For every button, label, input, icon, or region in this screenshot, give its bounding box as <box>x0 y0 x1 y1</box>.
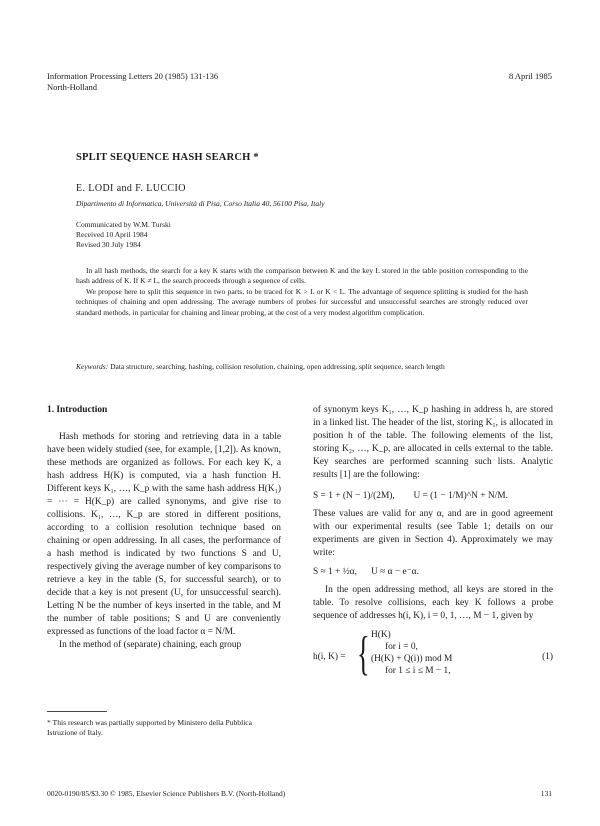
left-brace: { <box>357 627 370 680</box>
case-1-expr: H(K) <box>371 630 391 640</box>
equation-1-lhs: h(i, K) = <box>313 652 346 662</box>
submission-dates <box>76 220 171 250</box>
abstract-paragraph: We propose here to split this sequence in two parts, to be traced for K > L or K < L. The advantage of sequence splitting is studied for the hash techniques of chaining and open addressing. The average numbers of probes for successful and unsuccessful searches are strongly reduced over standard methods, in particular for chaining and linear probing, at the cost of a very modest algorithm complication. <box>76 286 528 317</box>
left-column <box>47 404 281 652</box>
approximation-paragraph: These values are valid for any α, and are in good agreement with our experimental results (see Table 1; details on our experiments are given in Section 4). Approximately we may write: <box>313 509 553 558</box>
open-addressing-paragraph: In the open addressing method, all keys are stored in the table. To resolve collisions, each key K follows a probe sequence of addresses h(i, K), i = 0, 1, …, M − 1, given by <box>313 585 553 621</box>
equation-number: (1) <box>542 652 553 662</box>
chaining-paragraph: of synonym keys K₁, …, K_p hashing in address h, are stored in a linked list. The header of the list, storing K₁, is allocated in position h of the table. The following elements of the list, storing K₂, …, K_p, are allocated in cells external to the table. Key searches are performed scanning such lists. Analytic results [1] are the following: <box>313 405 553 480</box>
affiliation: Dipartimento di Informatica, Università di Pisa, Corso Italia 40, 56100 Pisa, Italy <box>76 199 325 208</box>
footnote: * This research was partially supported by Ministero della Pubblica Istruzione of Italy. <box>47 718 253 737</box>
keywords-list: Data structure, searching, hashing, collision resolution, chaining, open addressing, split sequence, search length <box>110 362 445 371</box>
journal-citation: Information Processing Letters 20 (1985) 131-136 <box>47 71 219 81</box>
journal-header <box>47 71 218 93</box>
paper-title: SPLIT SEQUENCE HASH SEARCH * <box>76 152 259 163</box>
communicated-by: Communicated by W.M. Turski <box>76 220 171 229</box>
equation-1 <box>313 629 553 687</box>
received-date: Received 10 April 1984 <box>76 230 148 239</box>
intro-paragraph: Hash methods for storing and retrieving data in a table have been widely studied (see, for example, [1,2]). As known, these methods are organized as follows. For each key K, a hash address H(K) is computed, via a hash function H. Different keys K₁, …, K_p with the same hash address H(K₁) = ⋯ = H(K_p) are called synonyms, and give rise to collisions. K₁, …, K_p are stored in different positions, according to a collision resolution technique based on chaining or open addressing. In all cases, the performance of a hash method is indicated by two functions S and U, respectively giving the average number of key comparisons to retrieve a key in the table (S, for successful search), or to decide that a key is not present (U, for unsuccessful search). Letting N be the number of keys inserted in the table, and M the number of table positions; S and U are conveniently expressed as functions of the load factor α = N/M. <box>47 432 281 637</box>
equation-s: S = 1 + (N − 1)/(2M), <box>313 491 395 501</box>
footnote-rule <box>47 711 107 712</box>
abstract <box>76 266 528 318</box>
keywords-label: Keywords: <box>76 362 109 371</box>
equation-s-u <box>313 490 553 502</box>
case-2-condition: for 1 ≤ i ≤ M − 1, <box>385 666 451 676</box>
abstract-paragraph: In all hash methods, the search for a key K starts with the comparison between K and the key L stored in the table position corresponding to the hash address of K. If K ≠ L, the search proceeds through a sequence of cells. <box>76 266 528 286</box>
copyright-line: 0020-0190/85/$3.30 © 1985, Elsevier Science Publishers B.V. (North-Holland) <box>47 789 286 798</box>
section-heading: 1. Introduction <box>47 405 108 415</box>
revised-date: Revised 30 July 1984 <box>76 240 141 249</box>
case-2-expr: (H(K) + Q(i)) mod M <box>371 654 453 664</box>
case-1-condition: for i = 0, <box>385 642 418 652</box>
issue-date: 8 April 1985 <box>509 71 552 81</box>
chaining-paragraph-start: In the method of (separate) chaining, each group <box>59 640 242 650</box>
authors: E. LODI and F. LUCCIO <box>76 183 186 194</box>
right-column <box>313 404 553 687</box>
page-number: 131 <box>540 789 552 798</box>
keywords <box>76 362 528 371</box>
equation-u: U = (1 − 1/M)^N + N/M. <box>413 491 508 501</box>
equation-1-cases <box>371 629 452 677</box>
equation-approx: S ≈ 1 + ½α, U ≈ α − e⁻α. <box>313 567 419 577</box>
publisher: North-Holland <box>47 82 98 92</box>
